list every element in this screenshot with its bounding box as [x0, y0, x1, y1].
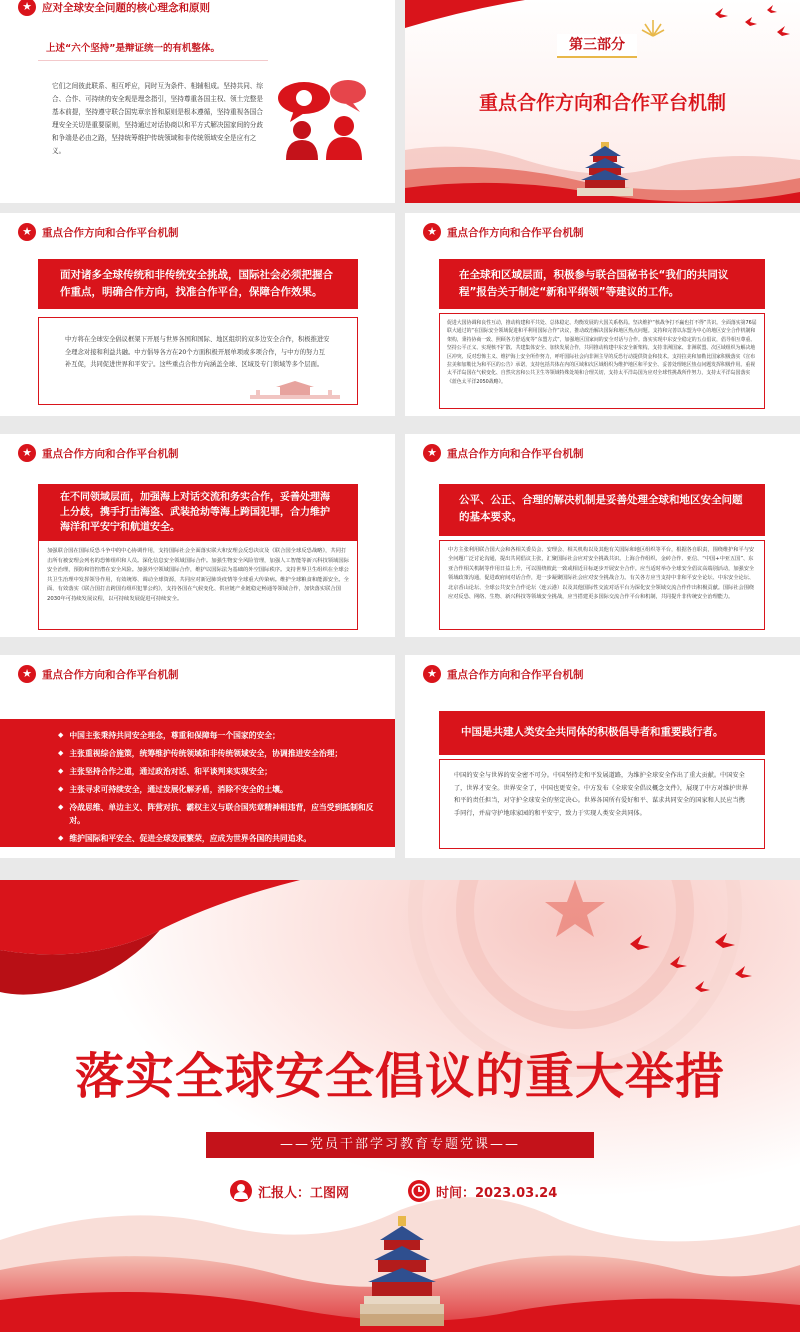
slide-china-positions	[0, 655, 395, 858]
star-icon: ★	[423, 444, 441, 462]
bullet-item	[58, 729, 381, 742]
slide-cooperation-platforms	[405, 434, 800, 637]
cover-subtitle: ——党员干部学习教育专题党课——	[279, 1137, 520, 1152]
clock-icon	[408, 1180, 430, 1202]
bullet-item	[58, 801, 381, 827]
slide-header	[423, 665, 584, 683]
slide-cooperation-directions-1	[0, 213, 395, 416]
bullet-text: 维护国际和平安全、促进全球发展繁荣，应成为世界各国的共同追求。	[69, 834, 312, 843]
star-icon: ★	[18, 223, 36, 241]
diamond-icon: ◆	[58, 731, 64, 739]
slide-header-title: 重点合作方向和合作平台机制	[42, 447, 179, 460]
slide-header-title: 重点合作方向和合作平台机制	[447, 447, 584, 460]
slide-header	[18, 223, 179, 241]
bird-icon	[705, 4, 795, 44]
reporter-text: 汇报人：工图网	[258, 1185, 350, 1201]
slide-header	[423, 223, 584, 241]
date-text: 时间：2023.03.24	[436, 1185, 558, 1201]
user-icon	[230, 1180, 252, 1202]
slide-core-principles	[0, 0, 395, 203]
diamond-icon: ◆	[58, 803, 64, 811]
slide-header-title: 应对全球安全问题的核心理念和原则	[42, 1, 210, 14]
star-icon: ★	[423, 223, 441, 241]
slide-cooperation-directions-2	[405, 213, 800, 416]
section-part-label	[557, 34, 637, 58]
bullet-text: 冷战思维、单边主义、阵营对抗、霸权主义与联合国宪章精神相违背，应当受到抵制和反对。	[69, 803, 374, 825]
bullet-panel	[0, 719, 395, 847]
body-text: 中方将在全球安全倡议框架下开展与世界各国和国际、地区组织的双多边安全合作，积极推进安全理念对接和利益共融。中方倡导各方在20个方面积极开展单项或多项合作，与中方的努力互补互促，共同促进世界和平安宁。这些重点合作方向涵盖全球、区域及专门领域等多个层面。	[65, 336, 330, 368]
people-chat-icon	[272, 74, 372, 166]
cover-title: 落实全球安全倡议的重大举措	[74, 1048, 725, 1105]
bullet-text: 主张寻求可持续安全，通过发展化解矛盾，消除不安全的土壤。	[69, 785, 288, 794]
cover-subtitle-band	[206, 1132, 594, 1158]
reporter-info	[230, 1180, 349, 1202]
body-text: 中国的安全与世界的安全密不可分。中国坚持走和平发展道路，为维护全球安全作出了重大贡献。中国安全了，世界才安全。世界安全了，中国也更安全。中方发布《全球安全倡议概念文件》，展现了中方对维护世界和平的责任担当，对守护全球安全的坚定决心。世界各国所有爱好和平、谋求共同安全的国家和人民应当携手同行，并肩守护地球家园的和平安宁，致力于实现人类安全共同体。	[454, 772, 748, 817]
slide-header-title: 重点合作方向和合作平台机制	[42, 226, 179, 239]
section-title: 重点合作方向和合作平台机制	[478, 92, 726, 114]
diamond-icon: ◆	[58, 785, 64, 793]
tiananmen-icon	[250, 381, 340, 399]
temple-of-heaven-icon	[360, 1216, 444, 1326]
bullet-text: 中国主张秉持共同安全理念，尊重和保障每一个国家的安全；	[69, 731, 280, 740]
lead-box: 面对诸多全球传统和非传统安全挑战，国际社会必须把握合作重点，明确合作方向，找准合作平台，保障合作效果。	[38, 259, 358, 309]
body-box	[439, 759, 765, 849]
cover-slide	[0, 880, 800, 1332]
star-icon: ★	[18, 0, 36, 16]
slide-header-title: 重点合作方向和合作平台机制	[42, 668, 179, 681]
slide-body: 它们之间彼此联系、相互呼应，同时互为条件、相辅相成。坚持共同、综合、合作、可持续的安全观是理念指引，坚持尊重各国主权、领土完整是基本前提，坚持遵守联合国宪章宗旨和原则是根本遵循，坚持重视各国合理安全关切是重要原则，坚持通过对话协商以和平方式解决国家间的分歧和争端是必由之路，坚持统筹维护传统领域和非传统领域安全是应有之义。	[52, 82, 263, 155]
bird-icon	[610, 930, 760, 1010]
body-box	[439, 313, 765, 409]
slide-header	[18, 665, 179, 683]
bullet-item	[58, 747, 381, 760]
bullet-text: 主张坚持合作之道，通过政治对话、和平谈判来实现安全；	[69, 767, 273, 776]
bullet-item	[58, 765, 381, 778]
slide-section-three	[405, 0, 800, 203]
bullet-item	[58, 832, 381, 845]
temple-of-heaven-icon	[575, 140, 635, 196]
bullet-text: 主张重视综合施策，统筹维护传统领域和非传统领域安全，协调推进安全治理；	[69, 749, 343, 758]
diamond-icon: ◆	[58, 749, 64, 757]
body-text: 加强联合国在国际反恐斗争中的中心协调作用，支持国际社会全面落实联大和安理会反恐决议及《联合国全球反恐战略》，共同打击所有被安理会列名的恐怖组织和人员。深化信息安全领域国际合作。加强生物安全风险管理，加强人工智能等新兴科技领域国际安全治理，预防和管控潜在安全风险。加强外空领域国际合作，维护以国际法为基础的外空国际秩序。支持世界卫生组织在全球公共卫生治理中发挥领导作用，有效统筹、调动全球资源，共同应对新冠肺炎疫情等全球重大传染病。维护全球粮食和能源安全。全面、有效落实《联合国打击跨国有组织犯罪公约》，支持各国在气候变化、供应链产业链稳定畅通等领域合作，加快落实联合国2030年可持续发展议程，以可持续发展促进可持续安全。	[47, 548, 349, 602]
sparkle-icon	[641, 16, 665, 38]
star-icon: ★	[423, 665, 441, 683]
lead-box: 在不同领域层面，加强海上对话交流和务实合作，妥善处理海上分歧，携手打击海盗、武装抢劫等海上跨国犯罪，合力维护海洋和平安宁和航道安全。	[38, 484, 358, 544]
lead-box: 在全球和区域层面，积极参与联合国秘书长“我们的共同议程”报告关于制定“新和平纲领”等建议的工作。	[439, 259, 765, 309]
diamond-icon: ◆	[58, 767, 64, 775]
lead-box: 中国是共建人类安全共同体的积极倡导者和重要践行者。	[439, 711, 765, 755]
slide-header	[18, 0, 210, 16]
slide-header	[18, 444, 179, 462]
body-text: 中方主张利用联合国大会和各相关委员会、安理会、相关机构以及其他有关国际和地区组织等平台，根据各自职责，围绕维护和平与安全问题广泛讨论沟通，提出共同倡议主张，汇聚国际社会应对安全挑战共识。上海合作组织、金砖合作、亚信、“中国+中亚五国”、东亚合作相关机制等作用日益上升，可以围绕彼此一致或相近目标逐步开展安全合作。应当适时举办全球安全倡议高端别活动，加强安全领域政策沟通，促进政府间对话合作，进一步凝聚国际社会应对安全挑战合力。有关各方应当支持中非和平安全论坛、中东安全论坛、北京香山论坛、全球公共安全合作论坛（连云港）以及其他国际性交流对话平台为深化安全领域交流合作作出积极贡献。国际社会围绕应对反恐、网络、生物、新兴科技等领域安全挑战，应当搭建更多国际交流合作平台和机制，共同提升非传统安全治理能力。	[448, 547, 755, 601]
slide-cooperation-directions-3	[0, 434, 395, 637]
lead-box: 公平、公正、合理的解决机制是妥善处理全球和地区安全问题的基本要求。	[439, 484, 765, 536]
diamond-icon: ◆	[58, 834, 64, 842]
slide-subtitle: 上述“六个坚持”是辩证统一的有机整体。	[46, 43, 220, 54]
star-icon: ★	[18, 444, 36, 462]
body-text: 促进大国协调和良性互动，推动构建和平共处、总体稳定、均衡发展的大国关系格局。坚决维护“核战争打不赢也打不得”共识。全面落实第76届联大通过的“在国际安全领域促进和平利用国际合作”决议，推动政治解决国际和地区热点问题。支持和完善以东盟为中心的地区安全合作机制和架构，秉持协商一致、照顾各方舒适度等“东盟方式”，加强地区国家间的安全对话与合作。落实实现中东安全稳定的五点倡议，倡导相互尊重、坚持公平正义、实现核不扩散、共建集体安全、加快发展合作，共同推动构建中东安全新架构。支持非洲国家、非洲联盟、次区域组织为解决地区冲突、反对恐怖主义、维护海上安全所作努力，呼吁国际社会向非洲主导的反恐行动提供资金和技术。支持拉美和加勒比国家积极落实《宣布拉美和加勒比为和平区的公告》承诺，支持包括共体在内的区域和次区域组织为维护地区和平安全、妥善处理地区热点问题发挥积极作用。重视太平洋岛国在气候变化、自然灾害和公共卫生等领域特殊处境和合理关切，支持太平洋岛国为应对全球性挑战所作努力，支持太平洋岛国落实《蓝色太平洋2050战略》。	[447, 320, 757, 385]
slide-community-of-security	[405, 655, 800, 858]
subtitle-underline	[38, 60, 268, 61]
slide-header-title: 重点合作方向和合作平台机制	[447, 668, 584, 681]
body-box	[38, 540, 358, 630]
slide-header	[423, 444, 584, 462]
slide-header-title: 重点合作方向和合作平台机制	[447, 226, 584, 239]
body-box	[439, 540, 765, 630]
section-part-text: 第三部分	[569, 37, 625, 53]
bullet-item	[58, 783, 381, 796]
star-icon: ★	[18, 665, 36, 683]
date-info	[408, 1180, 557, 1202]
